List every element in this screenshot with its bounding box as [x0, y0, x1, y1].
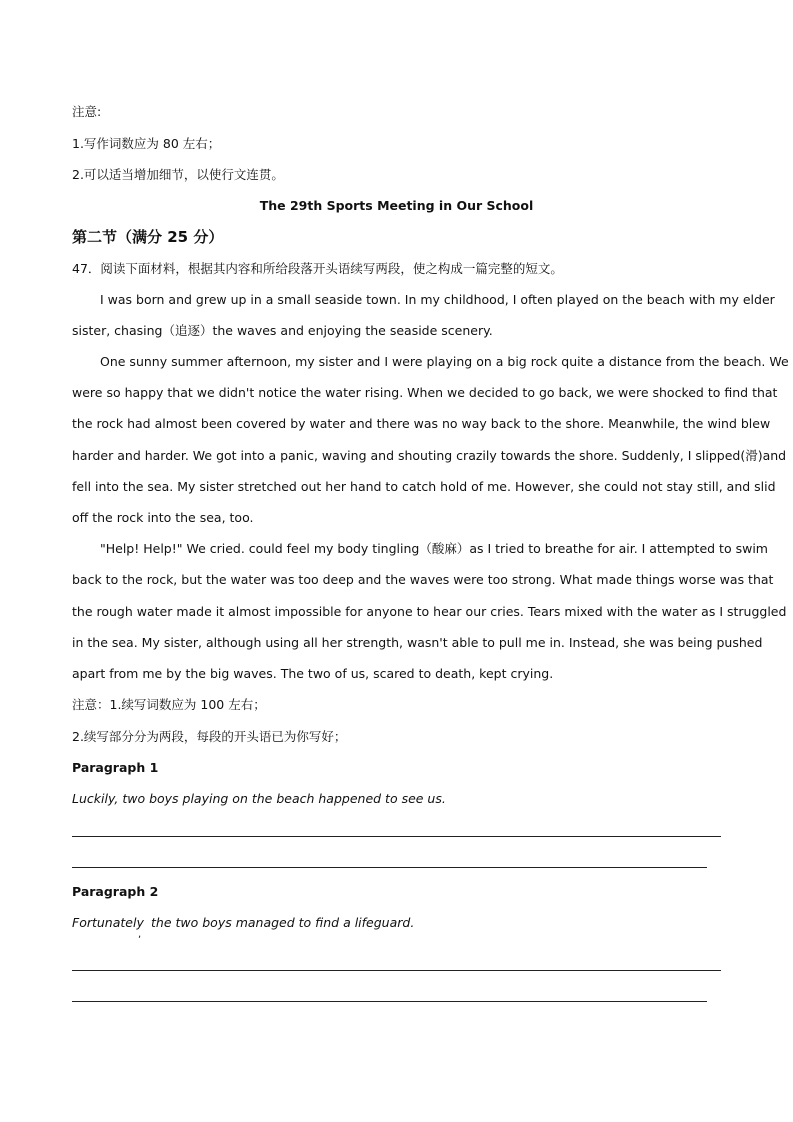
writing-line-p2-1[interactable]: [72, 970, 721, 971]
paragraph-2-opening-comma: ,: [138, 929, 142, 940]
passage-p2-line-2: were so happy that we didn't notice the water rising. When we decided to go back, we were shocked to find that: [72, 385, 778, 400]
paragraph-1-opening: Luckily, two boys playing on the beach happened to see us.: [72, 791, 446, 806]
passage-p3-line-1: "Help! Help!" We cried. could feel my body tingling（酸麻）as I tried to breathe for air. I attempted to swim: [100, 541, 768, 556]
section-heading: 第二节（满分 25 分）: [72, 228, 224, 246]
note-item-1: 1.写作词数应为 80 左右；: [72, 136, 221, 151]
passage-p2-line-5: fell into the sea. My sister stretched out her hand to catch hold of me. However, she could not stay still, and slid: [72, 479, 776, 494]
paragraph-2-opening-rest: the two boys managed to find a lifeguard.: [151, 915, 415, 930]
question-instruction: 47．阅读下面材料，根据其内容和所给段落开头语续写两段，使之构成一篇完整的短文。: [72, 261, 563, 276]
essay-title: The 29th Sports Meeting in Our School: [259, 198, 534, 213]
passage-p2-line-1: One sunny summer afternoon, my sister and I were playing on a big rock quite a distance from the beach. We: [100, 354, 789, 369]
continuation-note-2: 2.续写部分分为两段，每段的开头语已为你写好；: [72, 729, 347, 744]
passage-p2-line-4: harder and harder. We got into a panic, waving and shouting crazily towards the shore. Suddenly, I slipped(滑)and: [72, 448, 787, 463]
paragraph-2-opening-start: Fortunately: [72, 915, 144, 930]
continuation-note-1: 注意：1.续写词数应为 100 左右；: [72, 697, 266, 712]
passage-p2-line-6: off the rock into the sea, too.: [72, 510, 254, 525]
passage-p3-line-4: in the sea. My sister, although using all her strength, wasn't able to pull me in. Instead, she was being pushed: [72, 635, 763, 650]
paragraph-1-label: Paragraph 1: [72, 760, 159, 775]
notes-label: 注意:: [72, 104, 102, 119]
passage-p3-line-5: apart from me by the big waves. The two of us, scared to death, kept crying.: [72, 666, 554, 681]
writing-line-p1-1[interactable]: [72, 836, 721, 837]
passage-p1-line-2: sister, chasing（追逐）the waves and enjoying the seaside scenery.: [72, 323, 493, 338]
writing-line-p2-2[interactable]: [72, 1001, 707, 1002]
paragraph-2-label: Paragraph 2: [72, 884, 159, 899]
passage-p2-line-3: the rock had almost been covered by water and there was no way back to the shore. Meanwhile, the wind blew: [72, 416, 771, 431]
passage-p1-line-1: I was born and grew up in a small seaside town. In my childhood, I often played on the beach with my elder: [100, 292, 775, 307]
note-item-2: 2.可以适当增加细节，以使行文连贯。: [72, 167, 284, 182]
passage-p3-line-2: back to the rock, but the water was too deep and the waves were too strong. What made things worse was that: [72, 572, 774, 587]
passage-p3-line-3: the rough water made it almost impossible for anyone to hear our cries. Tears mixed with the water as I struggled: [72, 604, 787, 619]
writing-line-p1-2[interactable]: [72, 867, 707, 868]
